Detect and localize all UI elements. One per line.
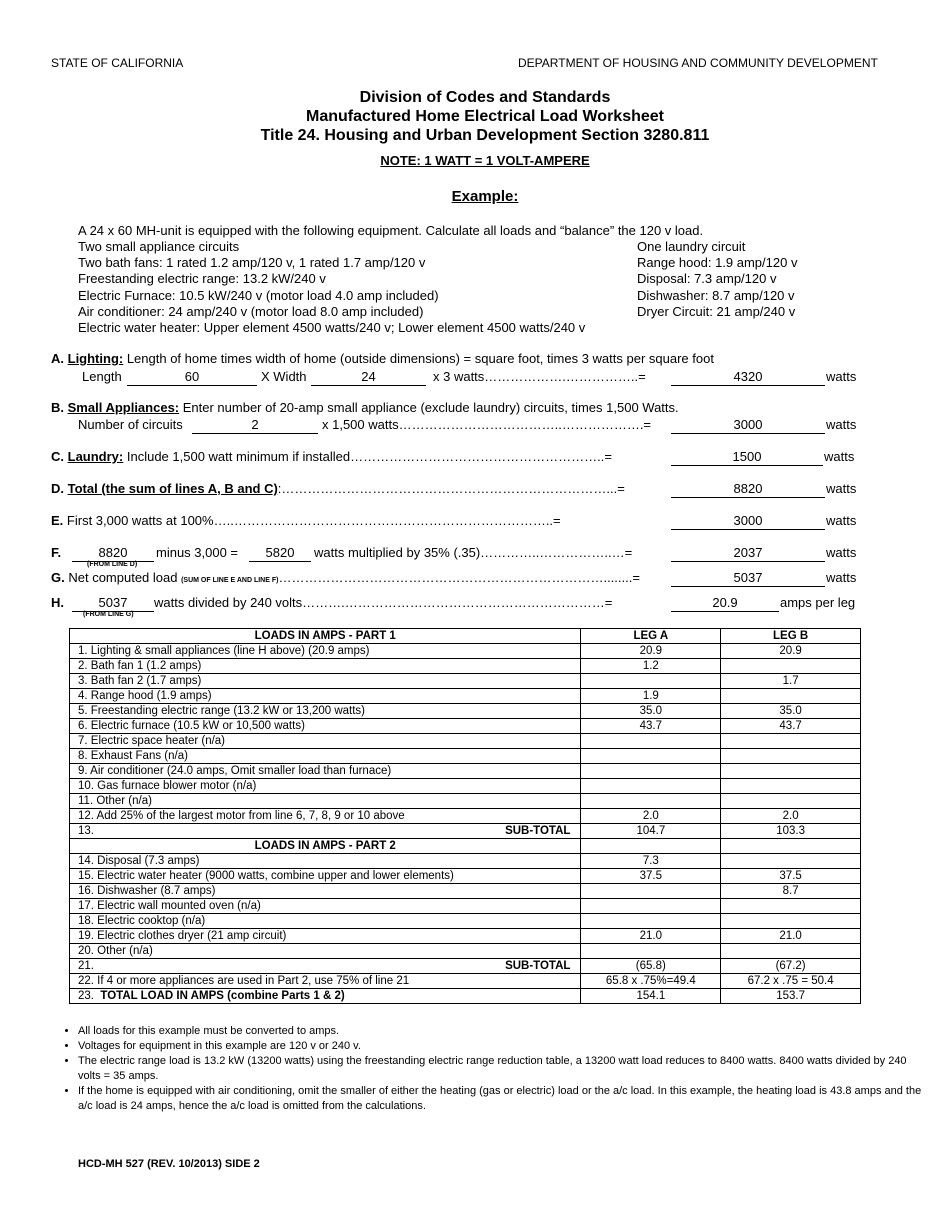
row-leg-b[interactable] xyxy=(721,944,861,959)
note-item: • The electric range load is 13.2 kW (13200 watts) using the freestanding electric range reduction table, a 13200 watt load reduces to 8400 watts. 8400 watts divided by 240 volts = 35 amps. xyxy=(78,1054,923,1084)
line-d-result-field[interactable]: 8820 xyxy=(671,481,825,498)
table-row xyxy=(70,644,861,659)
note-watt: NOTE: 1 WATT = 1 VOLT-AMPERE xyxy=(380,153,590,168)
row-leg-a[interactable] xyxy=(581,749,721,764)
row-desc: 17. Electric wall mounted oven (n/a) xyxy=(70,899,581,914)
row-desc: 10. Gas furnace blower motor (n/a) xyxy=(70,779,581,794)
line-d-heading: D. Total (the sum of lines A, B and C):…………………………………………………………………...= xyxy=(51,481,625,496)
form-footer: HCD-MH 527 (REV. 10/2013) SIDE 2 xyxy=(78,1158,260,1170)
table-row xyxy=(70,659,861,674)
row-desc: 14. Disposal (7.3 amps) xyxy=(70,854,581,869)
row-leg-b[interactable]: 20.9 xyxy=(721,644,861,659)
row-leg-b[interactable]: 35.0 xyxy=(721,704,861,719)
row-desc: 20. Other (n/a) xyxy=(70,944,581,959)
table-row xyxy=(70,899,861,914)
row-leg-a[interactable]: 37.5 xyxy=(581,869,721,884)
row-leg-a[interactable]: 7.3 xyxy=(581,854,721,869)
line-h-from-note: (FROM LINE G) xyxy=(83,611,134,618)
row-22 xyxy=(70,974,861,989)
row-leg-a[interactable] xyxy=(581,884,721,899)
title-division: Division of Codes and Standards xyxy=(359,89,611,106)
example-heading: Example: xyxy=(451,188,519,205)
table-row xyxy=(70,719,861,734)
note-item: • All loads for this example must be converted to amps. xyxy=(78,1024,923,1039)
table-row xyxy=(70,704,861,719)
line-f-letter: F. xyxy=(51,545,62,560)
row-leg-b[interactable] xyxy=(721,659,861,674)
row-leg-b[interactable]: 37.5 xyxy=(721,869,861,884)
line-h-desc: watts divided by 240 volts……….……………………………………………………= xyxy=(154,595,613,610)
table-row xyxy=(70,749,861,764)
subtotal1-leg-a[interactable]: 104.7 xyxy=(581,824,721,839)
row-22-leg-a[interactable]: 65.8 x .75%=49.4 xyxy=(581,974,721,989)
intro-right-item: Dryer Circuit: 21 amp/240 v xyxy=(637,304,796,319)
line-a-length-label: Length xyxy=(82,369,122,384)
line-f-desc: watts multiplied by 35% (.35)…………..……………..…= xyxy=(314,545,633,560)
table-row xyxy=(70,944,861,959)
row-22-leg-b[interactable]: 67.2 x .75 = 50.4 xyxy=(721,974,861,989)
department-header: DEPARTMENT OF HOUSING AND COMMUNITY DEVELOPMENT xyxy=(518,56,878,70)
row-desc: 3. Bath fan 2 (1.7 amps) xyxy=(70,674,581,689)
row-desc: 8. Exhaust Fans (n/a) xyxy=(70,749,581,764)
row-leg-a[interactable] xyxy=(581,914,721,929)
row-leg-b[interactable] xyxy=(721,749,861,764)
row-leg-a[interactable] xyxy=(581,794,721,809)
row-23-leg-b[interactable]: 153.7 xyxy=(721,989,861,1004)
line-a-width-label: X Width xyxy=(261,369,307,384)
row-desc: 9. Air conditioner (24.0 amps, Omit smaller load than furnace) xyxy=(70,764,581,779)
line-f-value-field[interactable]: 8820 xyxy=(72,545,154,562)
line-a-multiplier: x 3 watts……………….……………..= xyxy=(433,369,646,384)
row-leg-b[interactable] xyxy=(721,764,861,779)
intro-left-item: Two bath fans: 1 rated 1.2 amp/120 v, 1 rated 1.7 amp/120 v xyxy=(78,255,426,270)
intro-right-item: Dishwasher: 8.7 amp/120 v xyxy=(637,288,795,303)
row-desc: 7. Electric space heater (n/a) xyxy=(70,734,581,749)
line-a-heading: A. Lighting: Length of home times width of home (outside dimensions) = square foot, times 3 watts per square foot xyxy=(51,351,714,366)
line-h-unit: amps per leg xyxy=(780,595,856,610)
table-row xyxy=(70,929,861,944)
row-desc: 19. Electric clothes dryer (21 amp circuit) xyxy=(70,929,581,944)
line-a-unit: watts xyxy=(826,369,857,384)
line-e-unit: watts xyxy=(826,513,857,528)
row-leg-b[interactable] xyxy=(721,914,861,929)
table-row xyxy=(70,764,861,779)
leg-b-header: LEG B xyxy=(721,629,861,644)
row-desc: 16. Dishwasher (8.7 amps) xyxy=(70,884,581,899)
row-desc: 18. Electric cooktop (n/a) xyxy=(70,914,581,929)
subtotal2-leg-b[interactable]: (67.2) xyxy=(721,959,861,974)
row-desc: 11. Other (n/a) xyxy=(70,794,581,809)
row-leg-b[interactable] xyxy=(721,689,861,704)
line-c-result-field[interactable]: 1500 xyxy=(671,449,823,466)
line-d-unit: watts xyxy=(826,481,857,496)
row-leg-b[interactable] xyxy=(721,734,861,749)
line-g-heading: G. Net computed load (SUM OF LINE E AND LINE F)…………………………………………………………………........= xyxy=(51,570,640,585)
line-c-heading: C. Laundry: Include 1,500 watt minimum if installed…………………………………………………..= xyxy=(51,449,612,464)
line-b-heading: B. Small Appliances: Enter number of 20-amp small appliance (exclude laundry) circuits, times 1,500 Watts. xyxy=(51,400,679,415)
line-f-result-field[interactable]: 2037 xyxy=(671,545,825,562)
table-row xyxy=(70,794,861,809)
intro-left-item: Air conditioner: 24 amp/240 v (motor load 8.0 amp included) xyxy=(78,304,424,319)
row-23-leg-a[interactable]: 154.1 xyxy=(581,989,721,1004)
line-a-width-field[interactable]: 24 xyxy=(311,369,426,386)
line-g-unit: watts xyxy=(826,570,857,585)
subtotal2-leg-a[interactable]: (65.8) xyxy=(581,959,721,974)
intro-left-item: Electric Furnace: 10.5 kW/240 v (motor load 4.0 amp included) xyxy=(78,288,439,303)
row-leg-a[interactable]: 20.9 xyxy=(581,644,721,659)
row-desc: 6. Electric furnace (10.5 kW or 10,500 watts) xyxy=(70,719,581,734)
row-leg-b[interactable]: 43.7 xyxy=(721,719,861,734)
table-row xyxy=(70,884,861,899)
line-f-diff-field[interactable]: 5820 xyxy=(249,545,311,562)
title-section: Title 24. Housing and Urban Development Section 3280.811 xyxy=(260,127,710,144)
line-b-result-field[interactable]: 3000 xyxy=(671,417,825,434)
table-row xyxy=(70,674,861,689)
line-e-heading: E. First 3,000 watts at 100%…..………………………………………………………………..= xyxy=(51,513,561,528)
row-leg-b[interactable]: 21.0 xyxy=(721,929,861,944)
table-row xyxy=(70,689,861,704)
part1-header-row xyxy=(70,629,861,644)
line-c-unit: watts xyxy=(824,449,855,464)
row-leg-a[interactable] xyxy=(581,899,721,914)
row-desc: 5. Freestanding electric range (13.2 kW or 13,200 watts) xyxy=(70,704,581,719)
row-desc: 4. Range hood (1.9 amps) xyxy=(70,689,581,704)
subtotal1-leg-b[interactable]: 103.3 xyxy=(721,824,861,839)
row-leg-b[interactable]: 1.7 xyxy=(721,674,861,689)
row-leg-a[interactable] xyxy=(581,764,721,779)
line-b-circuits-label: Number of circuits xyxy=(78,417,183,432)
line-b-multiplier: x 1,500 watts………………………………..……………….= xyxy=(322,417,652,432)
line-a-length-field[interactable]: 60 xyxy=(127,369,257,386)
subtotal2-row xyxy=(70,959,861,974)
table-row xyxy=(70,914,861,929)
intro-left-item: Electric water heater: Upper element 4500 watts/240 v; Lower element 4500 watts/240 v xyxy=(78,320,586,335)
line-a-result-field[interactable]: 4320 xyxy=(671,369,825,386)
line-b-unit: watts xyxy=(826,417,857,432)
intro-right-item: One laundry circuit xyxy=(637,239,746,254)
row-leg-a[interactable]: 2.0 xyxy=(581,809,721,824)
row-desc: 2. Bath fan 1 (1.2 amps) xyxy=(70,659,581,674)
row-leg-a[interactable] xyxy=(581,779,721,794)
subtotal1-label-cell: 13. SUB-TOTAL xyxy=(70,824,581,839)
row-23-desc: 23. TOTAL LOAD IN AMPS (combine Parts 1 & 2) xyxy=(70,989,581,1004)
line-b-circuits-field[interactable]: 2 xyxy=(192,417,318,434)
loads-table xyxy=(69,628,861,1004)
row-leg-a[interactable] xyxy=(581,944,721,959)
part1-header: LOADS IN AMPS - PART 1 xyxy=(70,629,581,644)
line-h-letter: H. xyxy=(51,595,64,610)
row-desc: 1. Lighting & small appliances (line H above) (20.9 amps) xyxy=(70,644,581,659)
state-header: STATE OF CALIFORNIA xyxy=(51,56,184,70)
part2-header-row xyxy=(70,839,861,854)
line-g-result-field[interactable]: 5037 xyxy=(671,570,825,587)
intro-right-item: Range hood: 1.9 amp/120 v xyxy=(637,255,798,270)
row-leg-a[interactable]: 1.9 xyxy=(581,689,721,704)
note-item: • If the home is equipped with air conditioning, omit the smaller of either the heating (gas or electric) load or the a/c load. In this example, the heating load is 43.8 amps and the a/c load is 24 amps, hence the a/c load is omitted from the calculations. xyxy=(78,1084,923,1114)
row-leg-a[interactable]: 1.2 xyxy=(581,659,721,674)
row-23-total xyxy=(70,989,861,1004)
row-desc: 12. Add 25% of the largest motor from line 6, 7, 8, 9 or 10 above xyxy=(70,809,581,824)
row-leg-b[interactable] xyxy=(721,899,861,914)
line-f-minus: minus 3,000 = xyxy=(156,545,239,560)
row-leg-b[interactable] xyxy=(721,779,861,794)
table-row xyxy=(70,779,861,794)
subtotal2-label-cell: 21. SUB-TOTAL xyxy=(70,959,581,974)
line-h-value-field[interactable]: 5037 xyxy=(72,595,154,612)
notes-list xyxy=(56,1024,923,1114)
row-leg-b[interactable] xyxy=(721,854,861,869)
line-f-unit: watts xyxy=(826,545,857,560)
row-leg-a[interactable] xyxy=(581,734,721,749)
row-leg-b[interactable] xyxy=(721,794,861,809)
row-22-desc: 22. If 4 or more appliances are used in Part 2, use 75% of line 21 xyxy=(70,974,581,989)
line-h-result-field[interactable]: 20.9 xyxy=(671,595,779,612)
row-leg-a[interactable]: 43.7 xyxy=(581,719,721,734)
title-worksheet: Manufactured Home Electrical Load Worksheet xyxy=(305,108,664,125)
row-leg-b[interactable]: 2.0 xyxy=(721,809,861,824)
row-leg-a[interactable]: 21.0 xyxy=(581,929,721,944)
line-e-result-field[interactable]: 3000 xyxy=(671,513,825,530)
part2-header: LOADS IN AMPS - PART 2 xyxy=(70,839,581,854)
table-row xyxy=(70,809,861,824)
intro-sentence: A 24 x 60 MH-unit is equipped with the following equipment. Calculate all loads and “balance” the 120 v load. xyxy=(78,223,704,238)
line-f-from-note: (FROM LINE D) xyxy=(87,561,138,568)
subtotal1-row xyxy=(70,824,861,839)
row-desc: 15. Electric water heater (9000 watts, combine upper and lower elements) xyxy=(70,869,581,884)
row-leg-a[interactable] xyxy=(581,674,721,689)
intro-left-item: Two small appliance circuits xyxy=(78,239,240,254)
row-leg-b[interactable]: 8.7 xyxy=(721,884,861,899)
table-row xyxy=(70,869,861,884)
row-leg-a[interactable]: 35.0 xyxy=(581,704,721,719)
note-item: • Voltages for equipment in this example are 120 v or 240 v. xyxy=(78,1039,923,1054)
intro-right-item: Disposal: 7.3 amp/120 v xyxy=(637,271,777,286)
table-row xyxy=(70,854,861,869)
leg-a-header: LEG A xyxy=(581,629,721,644)
table-row xyxy=(70,734,861,749)
intro-left-item: Freestanding electric range: 13.2 kW/240 v xyxy=(78,271,326,286)
